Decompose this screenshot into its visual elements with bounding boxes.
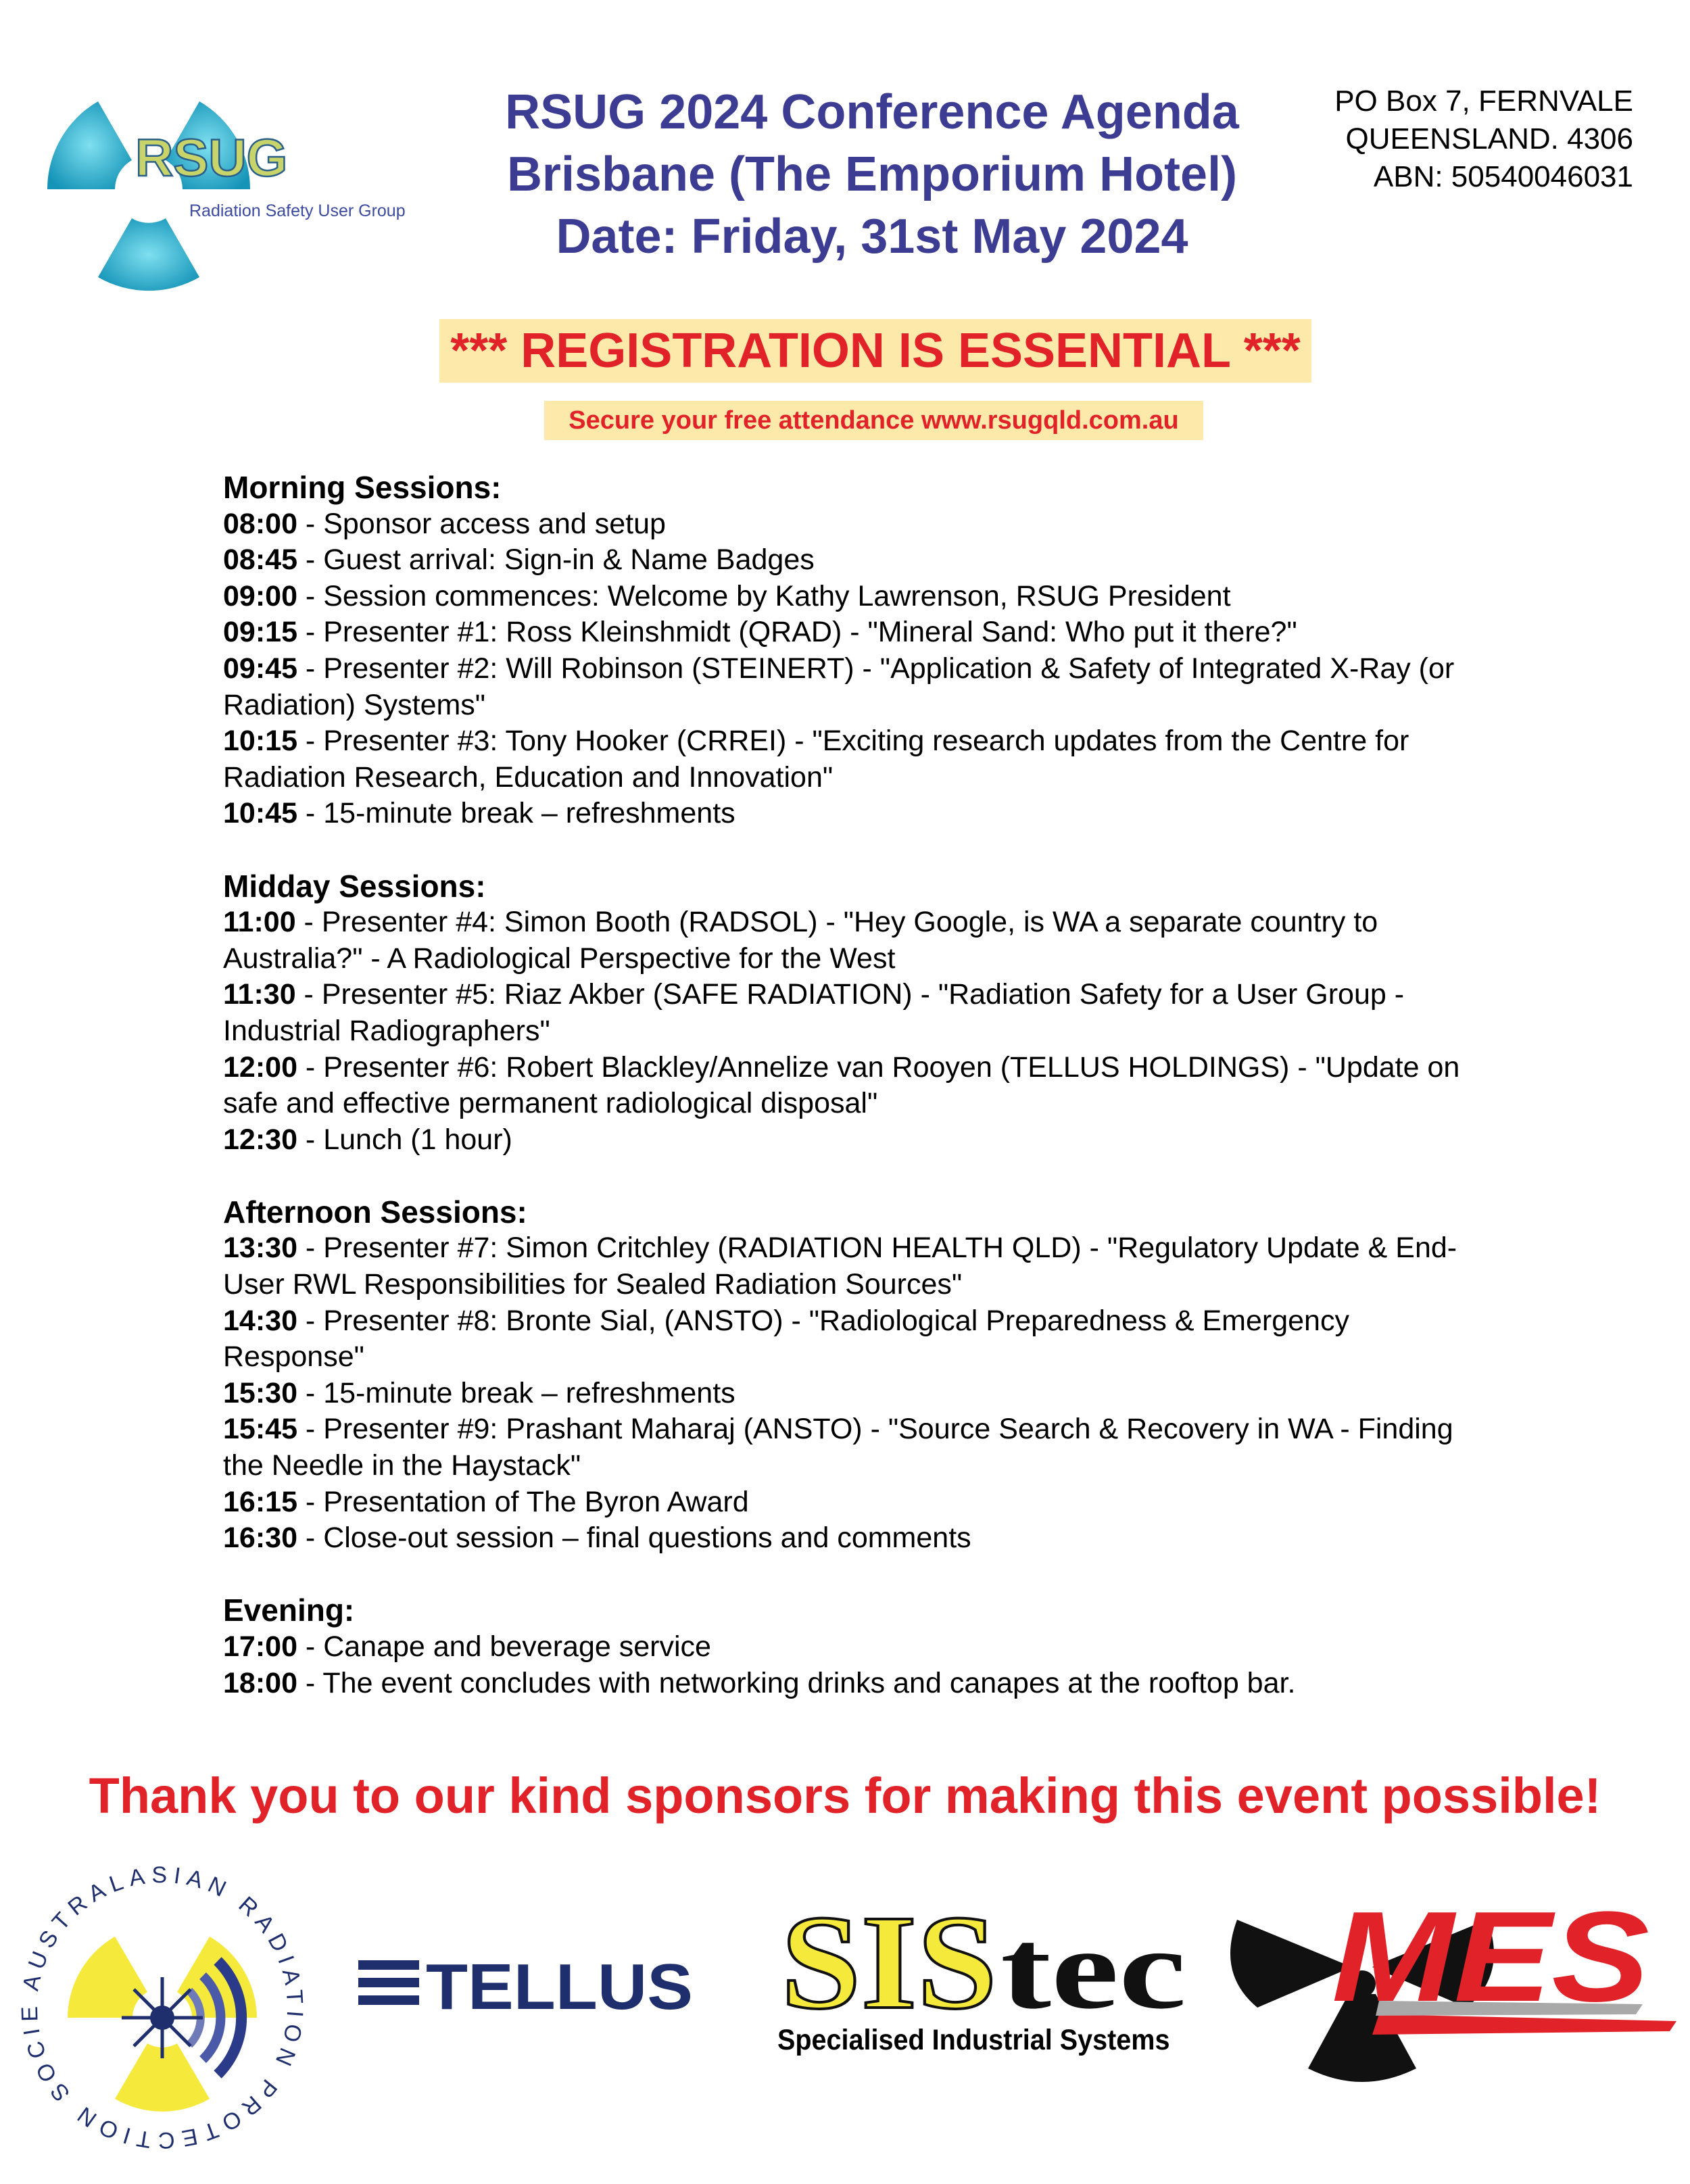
agenda-item (223, 1484, 1494, 1521)
title-line: RSUG 2024 Conference Agenda (505, 85, 1239, 139)
agenda-description: - Canape and beverage service (297, 1630, 711, 1663)
agenda-section (223, 470, 1494, 832)
agenda-description: - Presenter #9: Prashant Maharaj (ANSTO) - "Source Search & Recovery in WA - Finding the Needle in the Haystack" (223, 1413, 1453, 1482)
agenda-item (223, 977, 1494, 1049)
agenda-description: - Sponsor access and setup (297, 507, 666, 540)
agenda-section (223, 869, 1494, 1159)
agenda-description: - Session commences: Welcome by Kathy Lawrenson, RSUG President (297, 579, 1231, 612)
section-heading: Afternoon Sessions: (223, 1194, 527, 1230)
rsug-logo-text: RSUG (135, 128, 288, 187)
agenda-time: 09:00 (223, 579, 297, 612)
agenda-section (223, 1194, 1494, 1557)
agenda-description: - Presenter #7: Simon Critchley (RADIATION HEALTH QLD) - "Regulatory Update & End-User RWL Responsibilities for Sealed Radiation Sources" (223, 1232, 1457, 1301)
sponsor-thanks: Thank you to our kind sponsors for making this event possible! (89, 1768, 1601, 1824)
agenda-description: - Lunch (1 hour) (297, 1123, 512, 1156)
agenda-item (223, 1230, 1494, 1303)
agenda-time: 09:15 (223, 616, 297, 649)
agenda (223, 470, 1494, 1701)
agenda-description: - Presenter #4: Simon Booth (RADSOL) - "Hey Google, is WA a separate country to Australia?" - A Radiological Perspective for the West (223, 906, 1378, 975)
agenda-description: - Presenter #5: Riaz Akber (SAFE RADIATION) - "Radiation Safety for a User Group - Industrial Radiographers" (223, 978, 1405, 1047)
tellus-logo (358, 1947, 696, 2021)
address-line: PO Box 7, FERNVALE (1334, 84, 1633, 118)
mes-logo (1210, 1893, 1676, 2095)
agenda-description: - Presenter #3: Tony Hooker (CRREI) - "Exciting research updates from the Centre for Radiation Research, Education and Innovation" (223, 725, 1409, 794)
agenda-item (223, 1303, 1494, 1376)
agenda-description: - Presenter #6: Robert Blackley/Annelize van Rooyen (TELLUS HOLDINGS) - "Update on safe and effective permanent radiological disposal" (223, 1050, 1460, 1120)
agenda-time: 14:30 (223, 1304, 297, 1337)
agenda-item (223, 506, 1494, 543)
address-line: ABN: 50540046031 (1373, 160, 1633, 193)
agenda-time: 15:45 (223, 1413, 297, 1446)
section-heading: Midday Sessions: (223, 868, 486, 904)
postal-address (1334, 82, 1633, 196)
title-line: Date: Friday, 31st May 2024 (556, 210, 1188, 264)
agenda-description: - Guest arrival: Sign-in & Name Badges (297, 543, 815, 577)
agenda-time: 12:30 (223, 1123, 297, 1156)
agenda-item (223, 1666, 1494, 1702)
agenda-time: 12:00 (223, 1050, 297, 1084)
agenda-item (223, 651, 1494, 723)
agenda-item (223, 1376, 1494, 1412)
agenda-time: 10:15 (223, 725, 297, 758)
rsug-logo (47, 81, 426, 297)
agenda-item (223, 542, 1494, 579)
agenda-time: 13:30 (223, 1232, 297, 1265)
agenda-description: - 15-minute break – refreshments (297, 797, 735, 830)
arps-logo (20, 1866, 304, 2150)
agenda-time: 11:30 (223, 978, 296, 1011)
agenda-item (223, 579, 1494, 615)
tellus-logo-text: TELLUS (426, 1951, 693, 2021)
arps-ring-text: AUSTRALASIAN RADIA ON PROTECTION SOCI (20, 1866, 304, 2150)
agenda-time: 15:30 (223, 1376, 297, 1409)
title-line: Brisbane (The Emporium Hotel) (506, 147, 1238, 201)
agenda-description: - Presentation of The Byron Award (297, 1485, 749, 1518)
agenda-item (223, 904, 1494, 977)
sistec-tagline: Specialised Industrial Systems (777, 2024, 1170, 2056)
agenda-description: - Close-out session – final questions and comments (297, 1522, 971, 1555)
agenda-item (223, 1411, 1494, 1484)
page-title (406, 81, 1338, 268)
agenda-time: 18:00 (223, 1666, 297, 1699)
agenda-time: 16:15 (223, 1485, 297, 1518)
mes-logo-text: MES (1332, 1893, 1649, 2029)
agenda-time: 11:00 (223, 906, 296, 939)
agenda-time: 09:45 (223, 652, 297, 685)
agenda-description: - 15-minute break – refreshments (297, 1376, 735, 1409)
address-line: QUEENSLAND. 4306 (1345, 122, 1633, 155)
agenda-item (223, 1629, 1494, 1666)
sistec-logo-tec: tec (1000, 1906, 1186, 2018)
sistec-logo-sis: SIS (781, 1888, 997, 2018)
agenda-time: 08:00 (223, 507, 297, 540)
section-heading: Morning Sessions: (223, 470, 502, 505)
agenda-section (223, 1593, 1494, 1701)
agenda-description: - Presenter #2: Will Robinson (STEINERT) - "Application & Safety of Integrated X-Ray (or Radiation) Systems" (223, 652, 1455, 721)
agenda-description: - Presenter #8: Bronte Sial, (ANSTO) - "Radiological Preparedness & Emergency Response" (223, 1304, 1349, 1374)
agenda-time: 16:30 (223, 1522, 297, 1555)
rsug-logo-subtitle: Radiation Safety User Group (189, 201, 406, 220)
agenda-description: - The event concludes with networking drinks and canapes at the rooftop bar. (297, 1666, 1296, 1699)
agenda-time: 10:45 (223, 797, 297, 830)
agenda-item (223, 1520, 1494, 1557)
registration-banner: *** REGISTRATION IS ESSENTIAL *** (439, 319, 1311, 383)
registration-link[interactable]: Secure your free attendance www.rsugqld.com.au (544, 401, 1203, 440)
agenda-item (223, 1122, 1494, 1159)
section-heading: Evening: (223, 1593, 355, 1628)
agenda-time: 08:45 (223, 543, 297, 577)
agenda-description: - Presenter #1: Ross Kleinshmidt (QRAD) - "Mineral Sand: Who put it there?" (297, 616, 1297, 649)
agenda-item (223, 614, 1494, 651)
agenda-time: 17:00 (223, 1630, 297, 1663)
agenda-item (223, 1050, 1494, 1122)
agenda-item (223, 723, 1494, 796)
agenda-item (223, 796, 1494, 832)
